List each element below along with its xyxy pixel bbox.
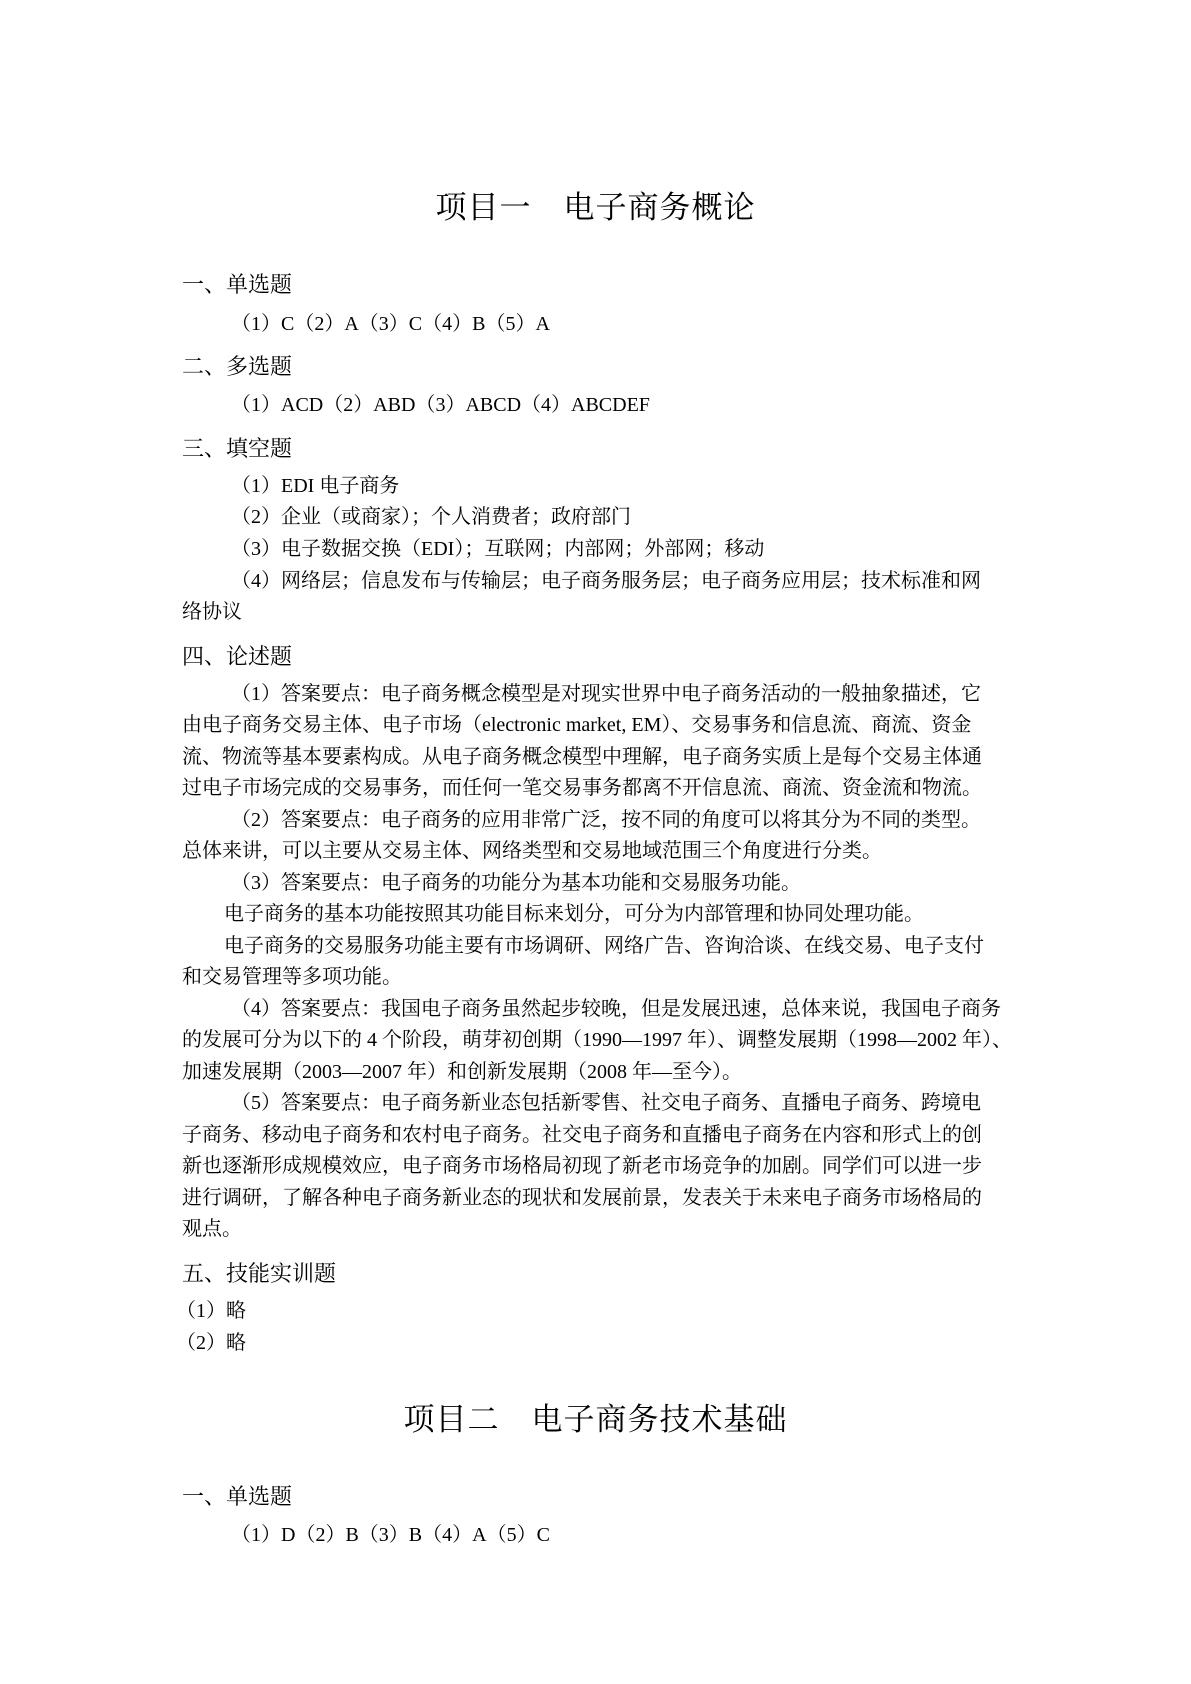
essay-line: 由电子商务交易主体、电子市场（electronic market, EM）、交易事务和信息流、商流、资金 <box>182 714 972 736</box>
multiple-choice-answers: （1）ACD（2）ABD（3）ABCD（4）ABCDEF <box>231 394 650 416</box>
essay-line: 观点。 <box>182 1218 242 1240</box>
project-1-title: 项目一 电子商务概论 <box>435 190 756 226</box>
essay-line: 电子商务的基本功能按照其功能目标来划分，可分为内部管理和协同处理功能。 <box>224 903 924 925</box>
project-2-title: 项目二 电子商务技术基础 <box>403 1402 788 1438</box>
single-choice-answers: （1）D（2）B（3）B（4）A（5）C <box>231 1524 550 1546</box>
essay-line: 进行调研，了解各种电子商务新业态的现状和发展前景，发表关于未来电子商务市场格局的 <box>182 1187 982 1209</box>
fill-blank-line: （1）EDI 电子商务 <box>231 475 400 497</box>
essay-line: 子商务、移动电子商务和农村电子商务。社交电子商务和直播电子商务在内容和形式上的创 <box>182 1124 982 1146</box>
essay-line: （2）答案要点：电子商务的应用非常广泛，按不同的角度可以将其分为不同的类型。 <box>231 809 981 831</box>
essay-line: 总体来讲，可以主要从交易主体、网络类型和交易地域范围三个角度进行分类。 <box>182 840 882 862</box>
skills-training-line: （1）略 <box>176 1300 246 1322</box>
essay-line: 电子商务的交易服务功能主要有市场调研、网络广告、咨询洽谈、在线交易、电子支付 <box>224 935 984 957</box>
section-single-choice-heading: 一、单选题 <box>182 1485 293 1510</box>
essay-line: （4）答案要点：我国电子商务虽然起步较晚，但是发展迅速，总体来说，我国电子商务 <box>231 998 1001 1020</box>
fill-blank-line: 络协议 <box>182 601 242 623</box>
essay-line: 加速发展期（2003—2007 年）和创新发展期（2008 年—至今）。 <box>182 1061 742 1083</box>
essay-line: 的发展可分为以下的 4 个阶段，萌芽初创期（1990—1997 年）、调整发展期（1998—2002 年）、 <box>182 1029 1012 1051</box>
section-fill-blank-heading: 三、填空题 <box>182 437 293 462</box>
section-skills-training-heading: 五、技能实训题 <box>182 1262 337 1287</box>
fill-blank-line: （2）企业（或商家）；个人消费者；政府部门 <box>231 506 631 528</box>
section-single-choice-heading: 一、单选题 <box>182 273 293 298</box>
fill-blank-line: （3）电子数据交换（EDI）；互联网；内部网；外部网；移动 <box>231 538 765 560</box>
essay-line: 新也逐渐形成规模效应，电子商务市场格局初现了新老市场竞争的加剧。同学们可以进一步 <box>182 1155 982 1177</box>
section-multiple-choice-heading: 二、多选题 <box>182 355 293 380</box>
section-essay-heading: 四、论述题 <box>182 645 293 670</box>
essay-line: 过电子市场完成的交易事务，而任何一笔交易事务都离不开信息流、商流、资金流和物流。 <box>182 777 982 799</box>
essay-line: （3）答案要点：电子商务的功能分为基本功能和交易服务功能。 <box>231 872 801 894</box>
skills-training-line: （2）略 <box>176 1332 246 1354</box>
single-choice-answers: （1）C（2）A（3）C（4）B（5）A <box>231 313 550 335</box>
fill-blank-line: （4）网络层；信息发布与传输层；电子商务服务层；电子商务应用层；技术标准和网 <box>231 570 981 592</box>
essay-line: 流、物流等基本要素构成。从电子商务概念模型中理解，电子商务实质上是每个交易主体通 <box>182 746 982 768</box>
essay-line: 和交易管理等多项功能。 <box>182 966 402 988</box>
essay-line: （1）答案要点：电子商务概念模型是对现实世界中电子商务活动的一般抽象描述，它 <box>231 683 981 705</box>
essay-line: （5）答案要点：电子商务新业态包括新零售、社交电子商务、直播电子商务、跨境电 <box>231 1092 981 1114</box>
